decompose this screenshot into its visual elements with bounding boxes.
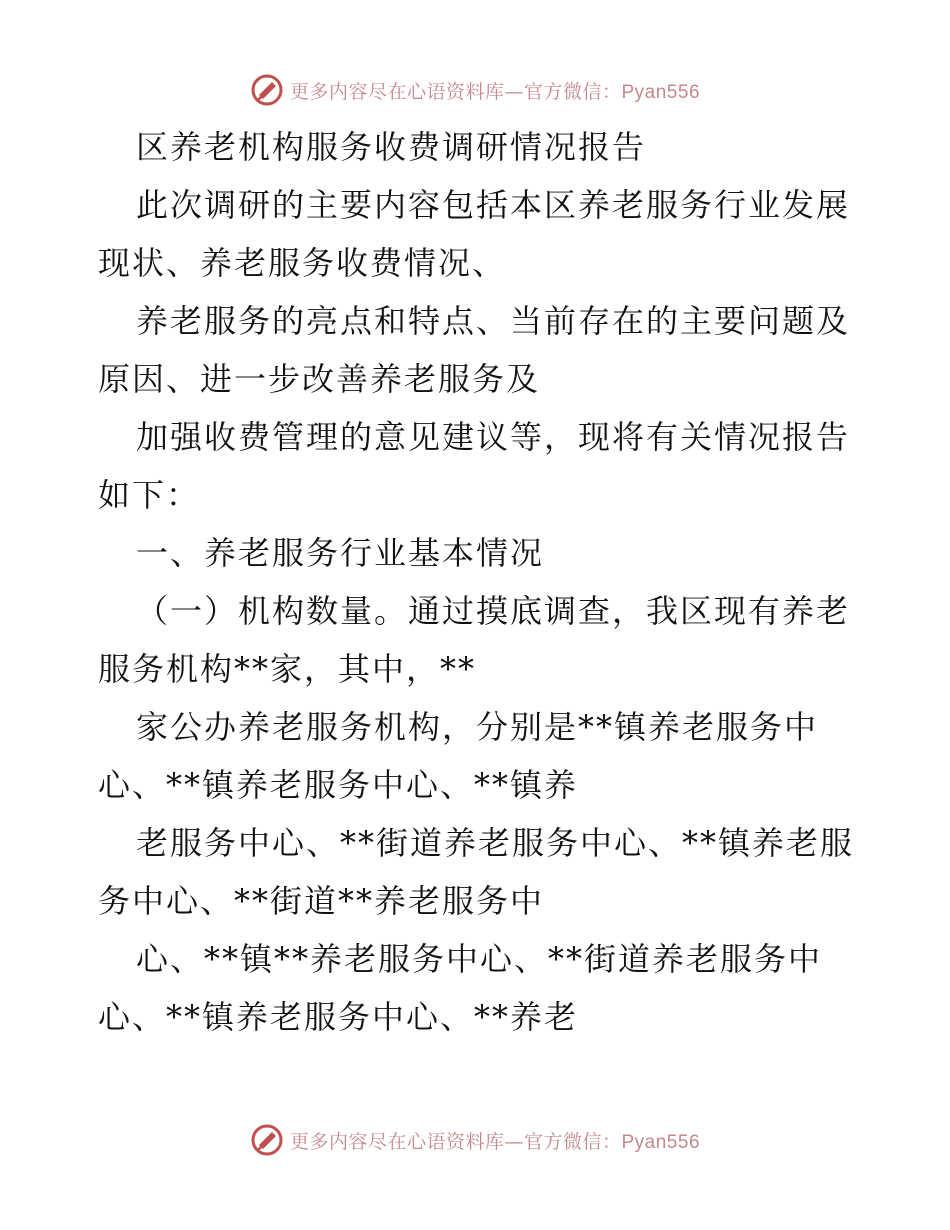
doc-line: 服务机构**家，其中，** [98, 650, 477, 688]
brand-logo-icon [250, 73, 284, 107]
doc-line: 此次调研的主要内容包括本区养老服务行业发展 [136, 186, 851, 224]
doc-line: 心、**镇养老服务中心、**镇养 [98, 766, 579, 804]
footer-watermark [0, 1120, 950, 1160]
watermark-id: Pyan556 [621, 1131, 701, 1153]
brand-logo-icon [250, 1123, 284, 1157]
watermark-text: 更多内容尽在心语资料库—官方微信：Pyan556 [289, 1130, 701, 1153]
doc-line: 务中心、**街道**养老服务中 [98, 882, 545, 920]
doc-line: 一、养老服务行业基本情况 [136, 534, 545, 572]
doc-line: 心、**镇**养老服务中心、**街道养老服务中 [136, 940, 823, 978]
doc-line: 家公办养老服务机构，分别是**镇养老服务中 [136, 708, 819, 746]
doc-line: （一）机构数量。通过摸底调查，我区现有养老 [136, 592, 851, 630]
doc-line: 现状、养老服务收费情况、 [98, 244, 507, 282]
watermark-text: 更多内容尽在心语资料库—官方微信：Pyan556 [289, 80, 701, 103]
doc-line: 老服务中心、**街道养老服务中心、**镇养老服 [136, 824, 855, 862]
watermark-id: Pyan556 [621, 81, 701, 103]
doc-line: 原因、进一步改善养老服务及 [98, 360, 541, 398]
document-body [98, 118, 854, 1046]
doc-line: 心、**镇养老服务中心、**养老 [98, 998, 579, 1036]
doc-line: 加强收费管理的意见建议等，现将有关情况报告 [136, 418, 851, 456]
header-watermark [0, 70, 950, 110]
doc-line: 区养老机构服务收费调研情况报告 [136, 128, 647, 166]
doc-line: 养老服务的亮点和特点、当前存在的主要问题及 [136, 302, 851, 340]
doc-line: 如下： [98, 476, 201, 514]
